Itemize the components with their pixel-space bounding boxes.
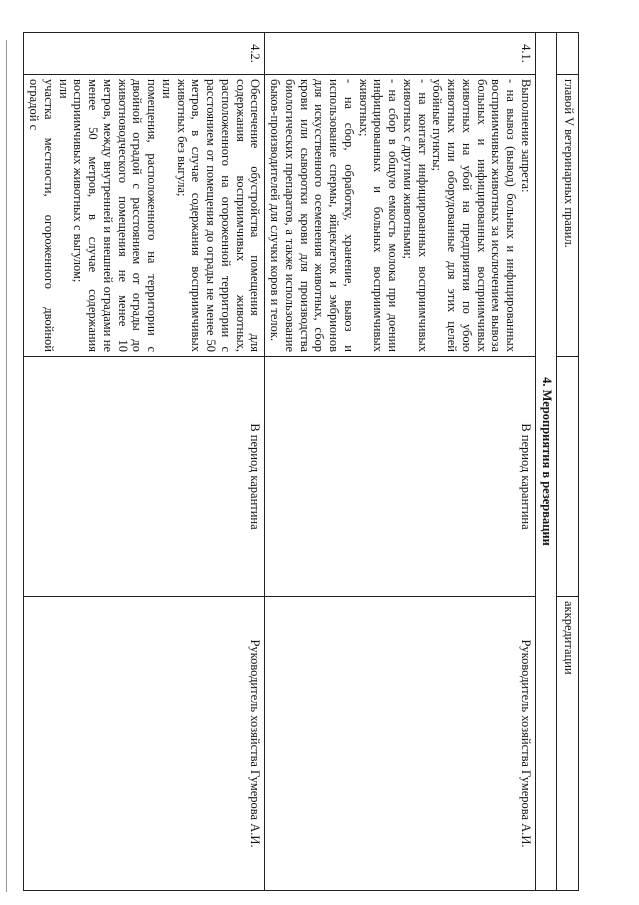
- table-row: [24, 33, 265, 891]
- measure-line: - на вывоз (вывод) больных и инфицированных восприимчивых животных за исключением вывоза больных и инфицированных восприимчивых животных на убой на предприятия по убою животных или оборудованные для этих целей убойные пункты;: [430, 79, 519, 352]
- cell-empty: [557, 33, 579, 75]
- measure-line: - на сбор, обработку, хранение, вывоз и использование спермы, яйцеклеток и эмбрионов для искусственного осеменения животных, сбор крови или сыворотки крови для производства биологических препаратов, а также использование быков-производителей для случки коров и телок.: [268, 79, 356, 352]
- row-number: 4.2.: [24, 33, 265, 75]
- responsible-cell: Руководитель хозяйства Гумерова А.И.: [24, 597, 265, 891]
- measure-description: [265, 75, 536, 357]
- row-number: 4.1.: [265, 33, 536, 75]
- table-row: [265, 33, 536, 891]
- period-cell: В период карантина: [24, 357, 265, 597]
- period-cell: В период карантина: [265, 357, 536, 597]
- measure-description: [24, 75, 265, 357]
- section-header-row: [536, 33, 557, 891]
- measure-line: участка местности, огороженного двойной оградой с: [27, 79, 56, 352]
- measure-line: - на контакт инфицированных восприимчивых животных с другими животными;: [401, 79, 430, 352]
- cell-previous-text: главой V ветеринарных правил.: [557, 75, 579, 357]
- measure-line: помещения, расположенного на территории с двойной оградой с расстоянием от ограды до животноводческого помещения не менее 10 метров, между внутренней и внешней оградами не менее 50 метров, в случае содержания восприимчивых животных с выгулом;: [71, 79, 160, 352]
- measure-line: - на сбор в общую емкость молока при доении инфицированных и больных восприимчивых животных;: [356, 79, 401, 352]
- measure-line: Обеспечение обустройства помещения для содержания восприимчивых животных, расположенного на огороженной территории с расстоянием от помещения до ограды не менее 50 метров, в случае содержания восприимчивых животных без выгула;: [174, 79, 263, 352]
- measure-line: или: [56, 79, 71, 99]
- table-row-previous: [557, 33, 579, 891]
- scan-edge-line: [6, 40, 7, 892]
- measure-line: или: [160, 79, 174, 99]
- cell-empty: [557, 357, 579, 597]
- cell-previous-right: аккредитации: [557, 597, 579, 891]
- measure-line: Выполнение запрета:: [519, 79, 533, 193]
- responsible-cell: Руководитель хозяйства Гумерова А.И.: [265, 597, 536, 891]
- section-title: 4. Мероприятия в резервации: [536, 33, 557, 891]
- measures-table: [24, 32, 580, 891]
